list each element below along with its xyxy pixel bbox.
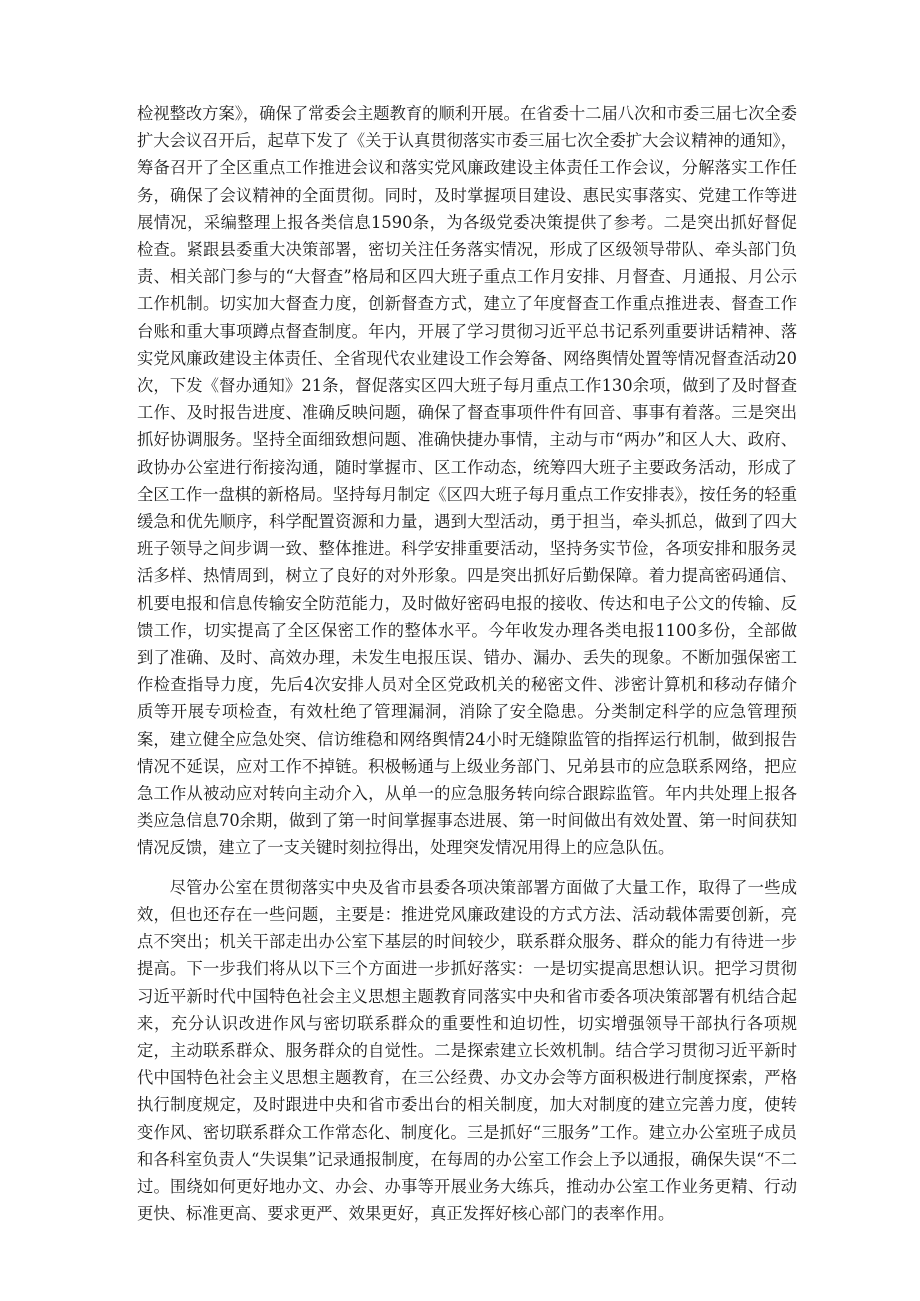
document-body [137, 100, 797, 1227]
paragraph-work-summary: 检视整改方案》，确保了常委会主题教育的顺利开展。在省委十二届八次和市委三届七次全委扩大会议召开后，起草下发了《关于认真贯彻落实市委三届七次全委扩大会议精神的通知》，筹备召开了全区重点工作推进会议和落实党风廉政建设主体责任工作会议，分解落实工作任务，确保了会议精神的全面贯彻。同时，及时掌握项目建设、惠民实事落实、党建工作等进展情况，采编整理上报各类信息1590条，为各级党委决策提供了参考。二是突出抓好督促检查。紧跟县委重大决策部署，密切关注任务落实情况，形成了区级领导带队、牵头部门负责、相关部门参与的“大督查”格局和区四大班子重点工作月安排、月督查、月通报、月公示工作机制。切实加大督查力度，创新督查方式，建立了年度督查工作重点推进表、督查工作台账和重大事项蹲点督查制度。年内，开展了学习贯彻习近平总书记系列重要讲话精神、落实党风廉政建设主体责任、全省现代农业建设工作会筹备、网络舆情处置等情况督查活动20次，下发《督办通知》21条，督促落实区四大班子每月重点工作130余项，做到了及时督查工作、及时报告进度、准确反映问题，确保了督查事项件件有回音、事事有着落。三是突出抓好协调服务。坚持全面细致想问题、准确快捷办事情，主动与市“两办”和区人大、政府、政协办公室进行衔接沟通，随时掌握市、区工作动态，统筹四大班子主要政务活动，形成了全区工作一盘棋的新格局。坚持每月制定《区四大班子每月重点工作安排表》，按任务的轻重缓急和优先顺序，科学配置资源和力量，遇到大型活动，勇于担当，牵头抓总，做到了四大班子领导之间步调一致、整体推进。科学安排重要活动，坚持务实节俭，各项安排和服务灵活多样、热情周到，树立了良好的对外形象。四是突出抓好后勤保障。着力提高密码通信、机要电报和信息传输安全防范能力，及时做好密码电报的接收、传达和电子公文的传输、反馈工作，切实提高了全区保密工作的整体水平。今年收发办理各类电报1100多份，全部做到了准确、及时、高效办理，未发生电报压误、错办、漏办、丢失的现象。不断加强保密工作检查指导力度，先后4次安排人员对全区党政机关的秘密文件、涉密计算机和移动存储介质等开展专项检查，有效杜绝了管理漏洞，消除了安全隐患。分类制定科学的应急管理预案，建立健全应急处突、信访维稳和网络舆情24小时无缝隙监管的指挥运行机制，做到报告情况不延误，应对工作不掉链。积极畅通与上级业务部门、兄弟县市的应急联系网络，把应急工作从被动应对转向主动介入，从单一的应急服务转向综合跟踪监管。年内共处理上报各类应急信息70余期，做到了第一时间掌握事态进展、第一时间做出有效处置、第一时间获知情况反馈，建立了一支关键时刻拉得出，处理突发情况用得上的应急队伍。 [137, 104, 797, 858]
paragraph-problems-and-next-steps: 尽管办公室在贯彻落实中央及省市县委各项决策部署方面做了大量工作，取得了一些成效，但也还存在一些问题，主要是：推进党风廉政建设的方式方法、活动载体需要创新，亮点不突出；机关干部走出办公室下基层的时间较少，联系群众服务、群众的能力有待进一步提高。下一步我们将从以下三个方面进一步抓好落实：一是切实提高思想认识。把学习贯彻习近平新时代中国特色社会主义思想主题教育同落实中央和省市委各项决策部署有机结合起来，充分认识改进作风与密切联系群众的重要性和迫切性，切实增强领导干部执行各项规定，主动联系群众、服务群众的自觉性。二是探索建立长效机制。结合学习贯彻习近平新时代中国特色社会主义思想主题教育，在三公经费、办文办会等方面积极进行制度探索，严格执行制度规定，及时跟进中央和省市委出台的相关制度，加大对制度的建立完善力度，使转变作风、密切联系群众工作常态化、制度化。三是抓好“三服务”工作。建立办公室班子成员和各科室负责人“失误集”记录通报制度，在每周的办公室工作会上予以通报，确保失误“不二过。围绕如何更好地办文、办会、办事等开展业务大练兵，推动办公室工作业务更精、行动更快、标准更高、要求更严、效果更好，真正发挥好核心部门的表率作用。 [137, 877, 797, 1224]
